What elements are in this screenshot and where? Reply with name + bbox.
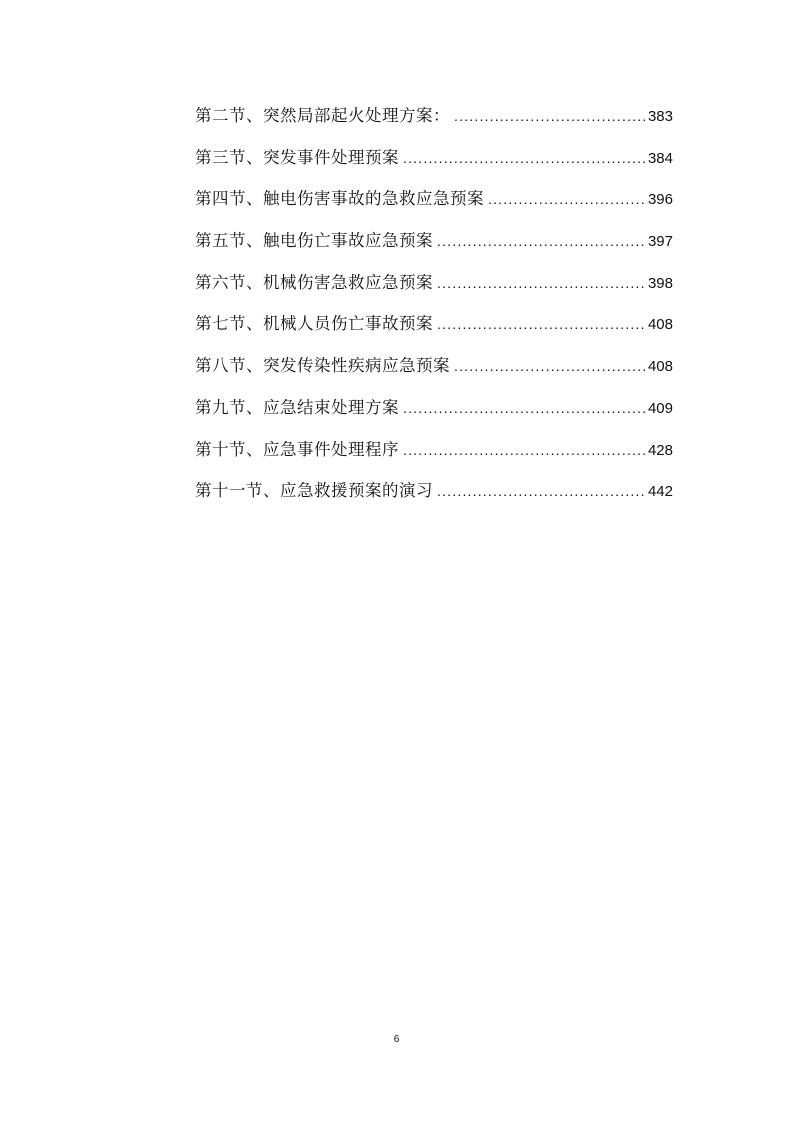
toc-entry-title: 第七节、机械人员伤亡事故预案: [195, 314, 433, 334]
toc-entry-page: 442: [647, 483, 673, 501]
toc-entry-page: 408: [647, 358, 673, 376]
toc-entry-page: 383: [647, 108, 673, 125]
toc-entry-page: 408: [647, 316, 673, 334]
toc-dot-leader: [437, 225, 646, 257]
toc-entry-page: 409: [647, 399, 673, 417]
toc-entry-page: 396: [647, 191, 673, 209]
toc-dot-leader: [454, 100, 646, 132]
toc-entry[interactable]: [195, 267, 673, 309]
toc-entry[interactable]: [195, 308, 673, 350]
toc-entry-page: 428: [647, 441, 673, 459]
toc-entry-title: 第六节、机械伤害急救应急预案: [195, 272, 433, 292]
toc-entry[interactable]: [195, 475, 673, 517]
toc-entry[interactable]: [195, 434, 673, 476]
page-number: 6: [393, 1034, 400, 1045]
toc-entry-title: 第三节、突发事件处理预案: [195, 147, 399, 167]
toc-entry[interactable]: [195, 392, 673, 434]
toc-entry-title: 第五节、触电伤亡事故应急预案: [195, 231, 433, 251]
toc-entry-title: 第十节、应急事件处理程序: [195, 439, 399, 459]
table-of-contents: [195, 100, 673, 517]
toc-entry-title: 第二节、突然局部起火处理方案：: [195, 106, 450, 125]
toc-dot-leader: [437, 267, 646, 299]
toc-dot-leader: [403, 142, 646, 174]
toc-entry-page: 398: [647, 274, 673, 292]
toc-entry-title: 第九节、应急结束处理方案: [195, 397, 399, 417]
toc-entry-page: 397: [647, 233, 673, 251]
toc-entry-page: 384: [647, 149, 673, 167]
toc-dot-leader: [437, 475, 646, 507]
toc-dot-leader: [403, 392, 646, 424]
toc-dot-leader: [488, 183, 646, 215]
toc-dot-leader: [454, 350, 646, 382]
toc-entry-title: 第四节、触电伤害事故的急救应急预案: [195, 189, 484, 209]
toc-entry[interactable]: [195, 100, 673, 142]
toc-entry-title: 第八节、突发传染性疾病应急预案: [195, 356, 450, 376]
toc-dot-leader: [403, 434, 646, 466]
toc-dot-leader: [437, 308, 646, 340]
toc-entry[interactable]: [195, 225, 673, 267]
toc-entry-title: 第十一节、应急救援预案的演习: [195, 481, 433, 501]
toc-entry[interactable]: [195, 350, 673, 392]
toc-entry[interactable]: [195, 142, 673, 184]
toc-entry[interactable]: [195, 183, 673, 225]
